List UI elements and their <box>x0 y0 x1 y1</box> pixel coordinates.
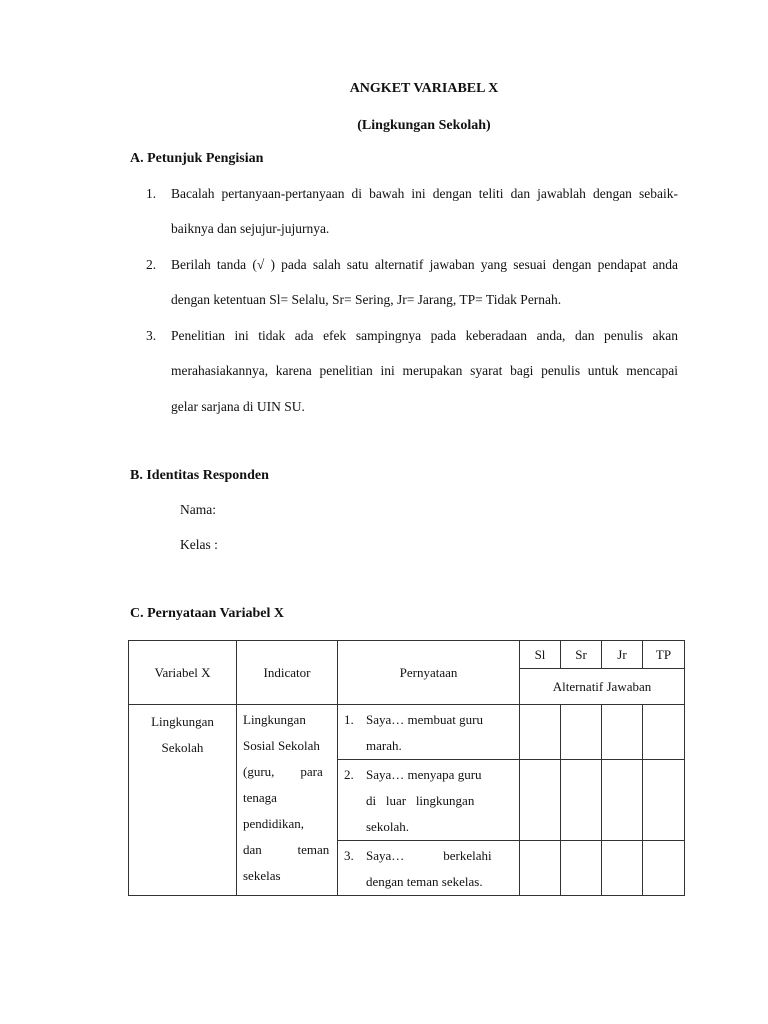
instruction-line: gelar sarjana di UIN SU. <box>171 399 305 414</box>
header-option-sr: Sr <box>561 641 602 669</box>
statement-line: Saya… berkelahi <box>366 848 492 863</box>
statement-2 <box>338 762 519 840</box>
indicator-line: dan teman <box>243 842 330 857</box>
section-b-heading: B. Identitas Responden <box>130 468 269 483</box>
indicator-line: sekelas <box>243 868 281 883</box>
indicator-line: pendidikan, <box>243 816 305 831</box>
answer-cell-sr-1[interactable] <box>561 705 602 760</box>
instruction-line: Bacalah pertanyaan-pertanyaan di bawah ini dengan teliti dan jawablah dengan sebaik- <box>171 186 678 201</box>
statement-cell-1 <box>338 705 520 760</box>
indicator-text <box>237 705 337 889</box>
instruction-line: merahasiakannya, karena penelitian ini merupakan syarat bagi penulis untuk mencapai <box>171 363 678 378</box>
statement-number: 1. <box>344 712 354 727</box>
header-option-tp: TP <box>643 641 685 669</box>
instruction-number: 1. <box>146 186 157 201</box>
statement-line: di luar lingkungan <box>366 793 475 808</box>
header-indicator: Indicator <box>237 641 338 705</box>
statement-3 <box>338 843 519 895</box>
header-alternatif-jawaban: Alternatif Jawaban <box>520 669 685 705</box>
variabel-line: Lingkungan <box>151 714 214 729</box>
header-option-jr: Jr <box>602 641 643 669</box>
answer-cell-sl-2[interactable] <box>520 760 561 841</box>
statement-cell-3 <box>338 841 520 896</box>
answer-cell-tp-1[interactable] <box>643 705 685 760</box>
statement-line: sekolah. <box>366 819 409 834</box>
statement-line: dengan teman sekelas. <box>366 874 483 889</box>
instruction-line: Penelitian ini tidak ada efek sampingnya pada keberadaan anda, dan penulis akan <box>171 328 678 343</box>
statement-1 <box>338 707 519 759</box>
questionnaire-table <box>128 640 685 896</box>
section-c-heading: C. Pernyataan Variabel X <box>130 606 284 621</box>
statement-number: 3. <box>344 848 354 863</box>
document-title: ANGKET VARIABEL X <box>349 81 499 96</box>
indicator-line: Sosial Sekolah <box>243 738 320 753</box>
document-subtitle: (Lingkungan Sekolah) <box>357 118 491 133</box>
answer-cell-tp-2[interactable] <box>643 760 685 841</box>
instruction-line: Berilah tanda (√ ) pada salah satu alternatif jawaban yang sesuai dengan pendapat anda <box>171 257 678 272</box>
answer-cell-tp-3[interactable] <box>643 841 685 896</box>
instruction-line: dengan ketentuan Sl= Selalu, Sr= Sering, Jr= Jarang, TP= Tidak Pernah. <box>171 292 562 307</box>
statement-line: marah. <box>366 738 402 753</box>
variabel-cell <box>129 705 237 896</box>
instruction-number: 2. <box>146 257 157 272</box>
statement-line: Saya… menyapa guru <box>366 767 482 782</box>
variabel-line: Sekolah <box>161 740 204 755</box>
answer-cell-sl-1[interactable] <box>520 705 561 760</box>
kelas-label: Kelas : <box>180 537 218 552</box>
instruction-number: 3. <box>146 328 157 343</box>
answer-cell-jr-2[interactable] <box>602 760 643 841</box>
header-pernyataan: Pernyataan <box>338 641 520 705</box>
indicator-line: (guru, para <box>243 764 323 779</box>
answer-cell-jr-3[interactable] <box>602 841 643 896</box>
statement-cell-2 <box>338 760 520 841</box>
indicator-line: tenaga <box>243 790 277 805</box>
statement-number: 2. <box>344 767 354 782</box>
answer-cell-sr-3[interactable] <box>561 841 602 896</box>
header-option-sl: Sl <box>520 641 561 669</box>
section-a-heading: A. Petunjuk Pengisian <box>130 151 264 166</box>
nama-label: Nama: <box>180 502 216 517</box>
answer-cell-sr-2[interactable] <box>561 760 602 841</box>
answer-cell-jr-1[interactable] <box>602 705 643 760</box>
indicator-cell <box>237 705 338 896</box>
header-variabel: Variabel X <box>129 641 237 705</box>
statement-line: Saya… membuat guru <box>366 712 483 727</box>
instruction-line: baiknya dan sejujur-jujurnya. <box>171 221 330 236</box>
indicator-line: Lingkungan <box>243 712 306 727</box>
answer-cell-sl-3[interactable] <box>520 841 561 896</box>
